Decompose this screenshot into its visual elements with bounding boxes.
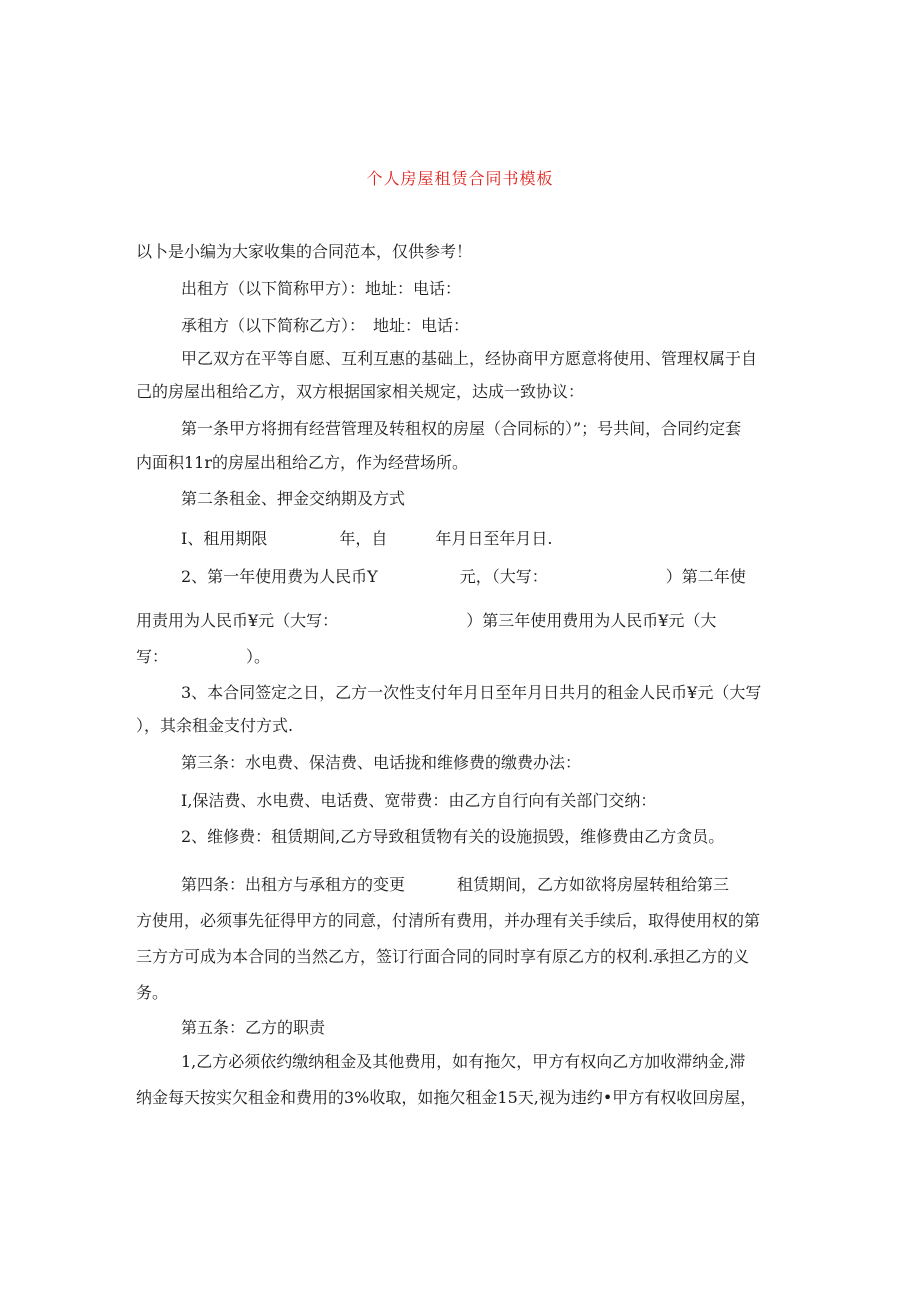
article-4-line-4: 务。 [136,983,169,1002]
article-3-heading: 第三条：水电费、保洁费、电话拢和维修费的缴费办法： [181,753,582,772]
item-1-part-b: 年，自 [339,529,388,548]
item-2-part-b: 元，（大写： [459,567,548,586]
item-1-part-c: 年月日至年月日. [435,529,553,548]
article-5-item-1-line-1: 1,乙方必须依约缴纳租金及其他费用，如有拖欠，甲方有权向乙方加收滞纳金,滞 [181,1052,746,1071]
article-3-item-1: I,保洁费、水电费、电话费、宽带费：由乙方自行向有关部门交纳： [181,791,657,810]
item-2-end-part-b: ）。 [246,647,271,666]
article-2-item-1 [181,528,552,550]
lessor-line: 出租方（以下简称甲方）：地址：电话： [181,279,462,298]
article-4-heading: 第四条：出租方与承租方的变更 [181,875,406,894]
document-title: 个人房屋租赁合同书模板 [366,169,554,188]
article-3-item-2: 2、维修费：租赁期间,乙方导致租赁物有关的设施损毁，维修费由乙方贪员。 [181,827,725,846]
article-2-item-2-end [136,646,270,668]
intro-text: 以卜是小编为大家收集的合同范本，仅供参考！ [136,242,473,261]
article-4-first-text: 租赁期间，乙方如欲将房屋转租给第三 [457,875,730,894]
preamble-line-1: 甲乙双方在平等自愿、互利互惠的基础上，经协商甲方愿意将使用、管理权属于自 [181,349,758,368]
article-1-line-2: 内面积11r的房屋出租给乙方，作为经营场所。 [136,453,469,472]
article-2-item-2-cont [136,610,716,632]
article-5-item-1-line-2: 纳金每天按实欠租金和费用的3%收取，如拖欠租金15天,视为违约•甲方有权收回房屋， [136,1088,757,1107]
article-4-line-3: 三方方可成为本合同的当然乙方，签订行面合同的同时享有原乙方的权利.承担乙方的义 [136,947,750,966]
article-4-line-2: 方使用，必须事先征得甲方的同意，付清所有费用，并办理有关手续后，取得使用权的第 [136,911,761,930]
article-1-line-1: 第一条甲方将拥有经营管理及转租权的房屋（合同标的）”；号共间，合同约定套 [181,419,742,438]
article-2-item-3-line-2: ），其余租金支付方式. [136,716,294,735]
article-5-heading: 第五条：乙方的职责 [181,1018,326,1037]
item-1-part-a: I、租用期限 [181,529,268,548]
item-2-end-part-a: 写： [136,647,169,666]
item-2-part-c: ）第二年使 [665,567,746,586]
article-2-item-3-line-1: 3、本合同签定之日，乙方一次性支付年月日至年月日共月的租金人民币¥元（大写 [181,683,762,702]
item-2-cont-part-a: 用责用为人民币¥元（大写： [136,611,339,630]
preamble-line-2: 己的房屋出租给乙方，双方根据国家相关规定，达成一致协议： [136,382,585,401]
item-2-part-a: 2、第一年使用费为人民币Y [181,567,378,586]
item-2-cont-part-b: ）第三年使用费用为人民币¥元（大 [466,611,717,630]
article-2-item-2 [181,566,746,588]
article-4-line-1 [181,874,729,896]
article-2-heading: 第二条租金、押金交纳期及方式 [181,489,406,508]
lessee-line: 承租方（以下简称乙方）： 地址：电话： [181,316,470,335]
